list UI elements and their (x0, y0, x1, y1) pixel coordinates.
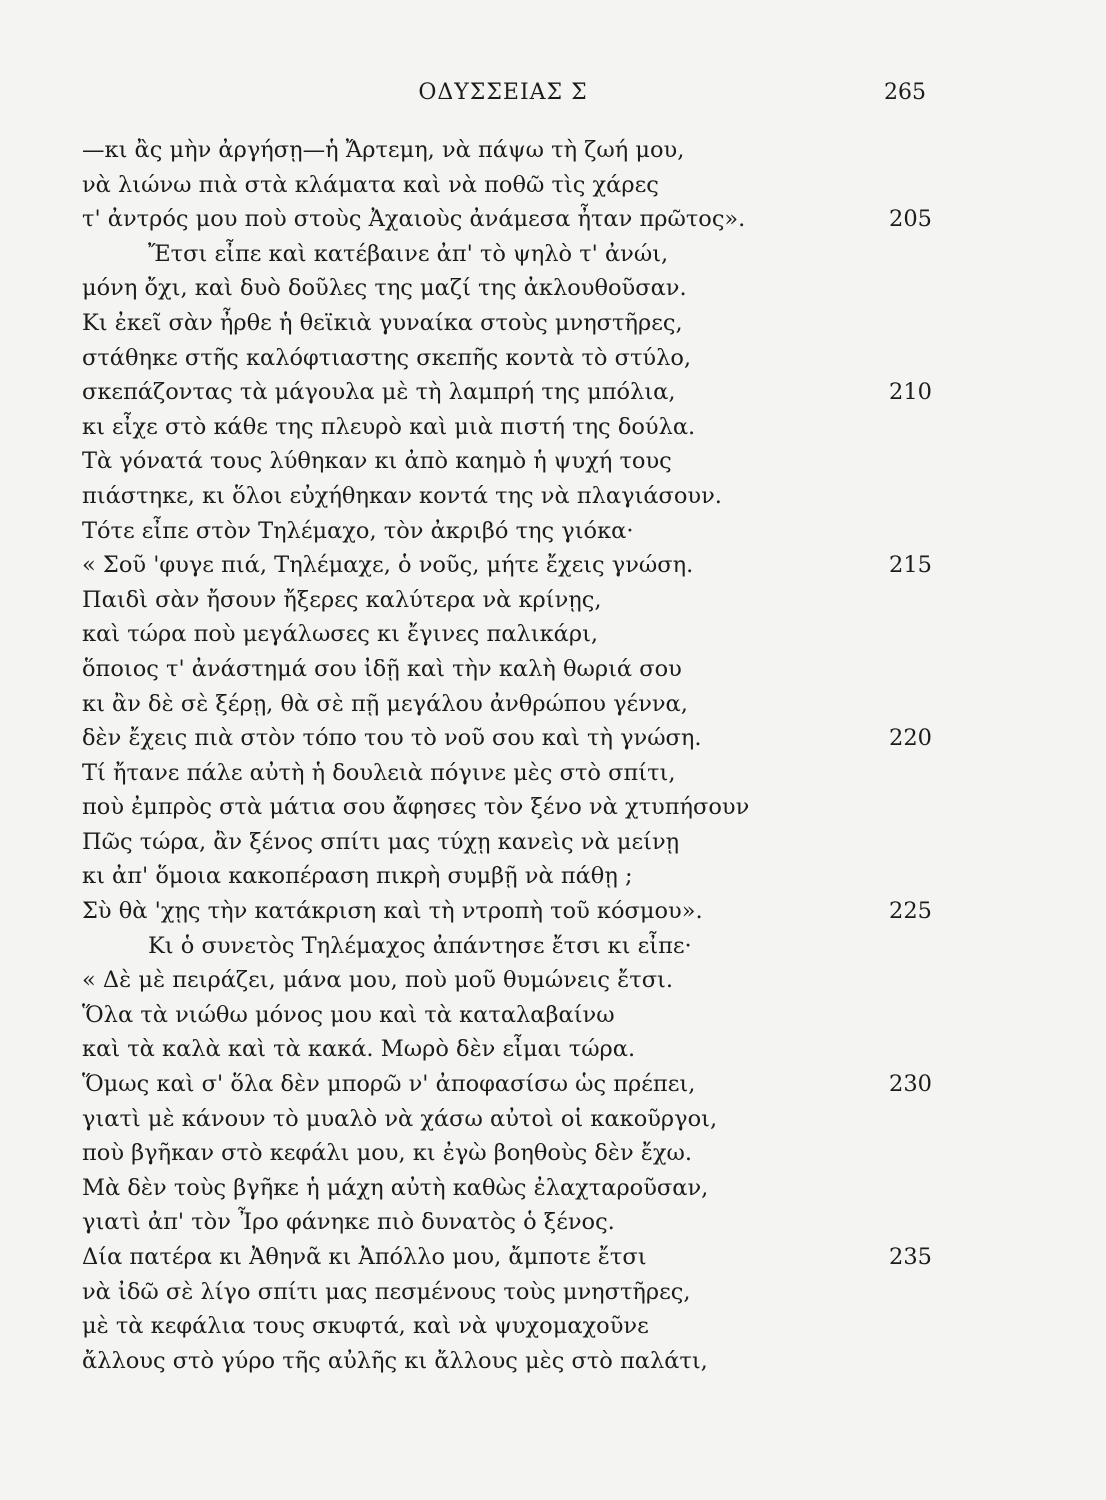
line-number: 215 (889, 552, 932, 579)
line-number: 225 (889, 898, 932, 925)
verse-text: καὶ τὰ καλὰ καὶ τὰ κακά. Μωρὸ δὲν εἶμαι τώρα. (82, 1036, 636, 1063)
verse-text: ἄλλους στὸ γύρο τῆς αὐλῆς κι ἄλλους μὲς στὸ παλάτι, (82, 1347, 708, 1374)
verse-line (82, 825, 932, 860)
verse-text: σκεπάζοντας τὰ μάγουλα μὲ τὴ λαμπρή της μπόλια, (82, 379, 676, 406)
verse-text: γιατὶ ἀπ' τὸν Ἶρο φάνηκε πιὸ δυνατὸς ὁ ξένος. (82, 1209, 615, 1236)
line-number: 205 (889, 206, 932, 233)
verse-text: Τότε εἶπε στὸν Τηλέμαχο, τὸν ἀκριβό της γιόκα· (82, 517, 634, 544)
page-number: 265 (884, 80, 926, 105)
verse-line (82, 583, 932, 618)
verse-text: Κι ὁ συνετὸς Τηλέμαχος ἀπάντησε ἔτσι κι εἶπε· (148, 932, 692, 959)
verse-text: καὶ τώρα ποὺ μεγάλωσες κι ἔγινες παλικάρι, (82, 621, 599, 648)
verse-line (82, 514, 932, 549)
verse-text: νὰ ἰδῶ σὲ λίγο σπίτι μας πεσμένους τοὺς μνηστῆρες, (82, 1278, 691, 1305)
verse-text: μόνη ὄχι, καὶ δυὸ δοῦλες της μαζί της ἀκλουθοῦσαν. (82, 275, 687, 302)
verse-text: ποὺ ἐμπρὸς στὰ μάτια σου ἄφησες τὸν ξένο νὰ χτυπήσουν (82, 794, 750, 821)
verse-line (82, 133, 932, 168)
verse-line (82, 894, 932, 929)
verse-text: δὲν ἔχεις πιὰ στὸν τόπο του τὸ νοῦ σου καὶ τὴ γνώση. (82, 725, 702, 752)
verse-line (82, 168, 932, 203)
verse-text: Παιδὶ σὰν ἤσουν ἤξερες καλύτερα νὰ κρίνῃς, (82, 586, 602, 613)
line-number: 230 (889, 1071, 932, 1098)
line-number: 220 (889, 725, 932, 752)
verse-text: Κι ἐκεῖ σὰν ἦρθε ἡ θεϊκιὰ γυναίκα στοὺς μνηστῆρες, (82, 309, 683, 336)
verse-line (82, 998, 932, 1033)
verse-line (82, 341, 932, 376)
verse-line (82, 271, 932, 306)
verse-line (82, 1067, 932, 1102)
verse-line (82, 1240, 932, 1275)
verse-line (82, 652, 932, 687)
verse-text: « Σοῦ 'φυγε πιά, Τηλέμαχε, ὁ νοῦς, μήτε ἔχεις γνώση. (82, 552, 694, 579)
verse-text: Σὺ θὰ 'χῃς τὴν κατάκριση καὶ τὴ ντροπὴ τοῦ κόσμου». (82, 898, 703, 925)
verse-text: μὲ τὰ κεφάλια τους σκυφτά, καὶ νὰ ψυχομαχοῦνε (82, 1313, 649, 1340)
verse-line (82, 202, 932, 237)
verse-text: γιατὶ μὲ κάνουν τὸ μυαλὸ νὰ χάσω αὐτοὶ οἱ κακοῦργοι, (82, 1105, 718, 1132)
verse-text: —κι ἂς μὴν ἀργήσῃ—ἡ Ἄρτεμη, νὰ πάψω τὴ ζωή μου, (82, 137, 685, 163)
line-number: 235 (889, 1244, 932, 1270)
verse-block (82, 133, 932, 1378)
verse-text: Μὰ δὲν τοὺς βγῆκε ἡ μάχη αὐτὴ καθὼς ἐλαχταροῦσαν, (82, 1174, 709, 1201)
verse-line (82, 1102, 932, 1137)
verse-line (82, 1032, 932, 1067)
verse-line (82, 756, 932, 791)
verse-text: ὅποιος τ' ἀνάστημά σου ἰδῇ καὶ τὴν καλὴ θωριά σου (82, 655, 682, 682)
verse-line (82, 963, 932, 998)
verse-text: στάθηκε στῆς καλόφτιαστης σκεπῆς κοντὰ τὸ στύλο, (82, 344, 692, 371)
verse-line (82, 1205, 932, 1240)
verse-line (82, 1171, 932, 1206)
verse-text: τ' ἀντρός μου ποὺ στοὺς Ἀχαιοὺς ἀνάμεσα ἦταν πρῶτος». (82, 206, 746, 233)
verse-line (82, 1136, 932, 1171)
verse-line (82, 306, 932, 341)
verse-text: πιάστηκε, κι ὅλοι εὐχήθηκαν κοντά της νὰ πλαγιάσουν. (82, 482, 722, 509)
verse-text: Ὅμως καὶ σ' ὅλα δὲν μπορῶ ν' ἀποφασίσω ὡς πρέπει, (82, 1071, 696, 1098)
verse-line (82, 687, 932, 722)
verse-line (82, 617, 932, 652)
verse-text: ποὺ βγῆκαν στὸ κεφάλι μου, κι ἐγὼ βοηθοὺς δὲν ἔχω. (82, 1140, 693, 1167)
running-title: ΟΔΥΣΣΕΙΑΣ Σ (418, 80, 588, 105)
verse-line (82, 929, 932, 964)
verse-text: νὰ λιώνω πιὰ στὰ κλάματα καὶ νὰ ποθῶ τὶς χάρες (82, 171, 659, 198)
verse-line (82, 1275, 932, 1310)
verse-text: « Δὲ μὲ πειράζει, μάνα μου, ποὺ μοῦ θυμώνεις ἔτσι. (82, 967, 674, 994)
verse-line (82, 1309, 932, 1344)
verse-line (82, 410, 932, 445)
verse-line (82, 790, 932, 825)
verse-line (82, 375, 932, 410)
verse-line (82, 859, 932, 894)
verse-text: κι ἂν δὲ σὲ ξέρῃ, θὰ σὲ πῇ μεγάλου ἀνθρώπου γέννα, (82, 690, 688, 717)
verse-line (82, 479, 932, 514)
verse-text: κι ἀπ' ὅμοια κακοπέραση πικρὴ συμβῇ νὰ πάθῃ ; (82, 863, 633, 890)
verse-text: Ἔτσι εἶπε καὶ κατέβαινε ἀπ' τὸ ψηλὸ τ' ἀνώι, (148, 240, 669, 267)
verse-line (82, 1344, 932, 1379)
verse-line (82, 237, 932, 272)
verse-text: Πῶς τώρα, ἂν ξένος σπίτι μας τύχῃ κανεὶς νὰ μείνῃ (82, 828, 680, 855)
verse-text: Τὰ γόνατά τους λύθηκαν κι ἀπὸ καημὸ ἡ ψυχή τους (82, 448, 672, 475)
verse-line (82, 444, 932, 479)
verse-text: κι εἶχε στὸ κάθε της πλευρὸ καὶ μιὰ πιστή της δούλα. (82, 413, 696, 440)
verse-text: Δία πατέρα κι Ἀθηνᾶ κι Ἀπόλλο μου, ἄμποτε ἔτσι (82, 1244, 647, 1270)
verse-line (82, 548, 932, 583)
verse-line (82, 721, 932, 756)
verse-text: Τί ἤτανε πάλε αὐτὴ ἡ δουλειὰ πόγινε μὲς στὸ σπίτι, (82, 759, 676, 786)
verse-text: Ὅλα τὰ νιώθω μόνος μου καὶ τὰ καταλαβαίνω (82, 1001, 615, 1028)
line-number: 210 (889, 379, 932, 406)
